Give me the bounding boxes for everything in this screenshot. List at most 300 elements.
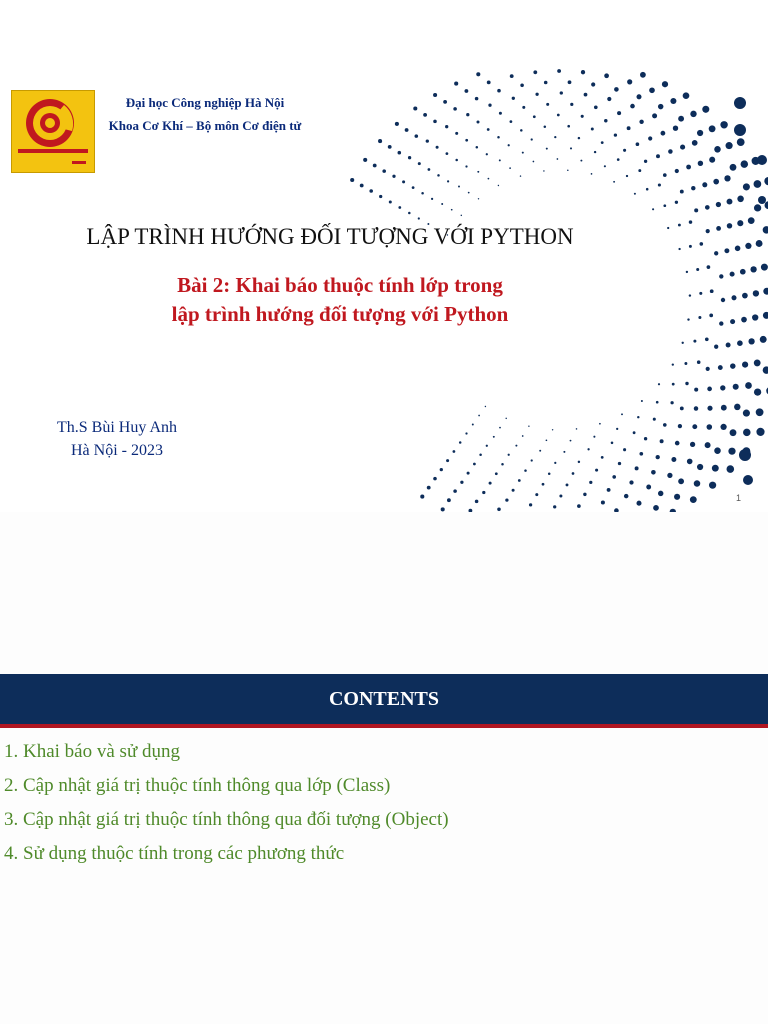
decor-dot xyxy=(741,160,748,167)
decor-dot xyxy=(567,169,569,171)
decor-dot xyxy=(467,472,470,475)
page-number: 1 xyxy=(736,493,742,503)
decor-dot xyxy=(653,418,656,421)
decor-dot xyxy=(479,454,482,457)
decor-dot xyxy=(754,359,761,366)
decor-dot xyxy=(694,208,698,212)
decor-dot xyxy=(522,435,524,437)
decor-dot xyxy=(446,459,449,462)
decor-dot xyxy=(710,289,714,293)
decor-dot xyxy=(758,196,766,204)
decor-dot xyxy=(578,461,580,463)
decor-dot xyxy=(752,314,758,320)
decor-dot xyxy=(671,457,676,462)
decor-dot xyxy=(520,129,523,132)
decor-dot xyxy=(520,175,521,176)
decor-dot xyxy=(728,448,735,455)
decor-dot xyxy=(714,146,721,153)
decor-dot xyxy=(587,448,589,450)
decor-dot xyxy=(580,160,582,162)
decor-dot xyxy=(720,424,726,430)
decor-dot xyxy=(599,423,601,425)
decor-dot xyxy=(350,178,354,182)
decor-dot xyxy=(743,183,750,190)
decor-dot xyxy=(617,111,621,115)
decor-dot xyxy=(745,243,751,249)
contents-slide xyxy=(0,512,768,1024)
decor-dot xyxy=(675,169,679,173)
decor-dot xyxy=(473,463,476,466)
decor-dot xyxy=(721,405,727,411)
decor-dot xyxy=(520,84,524,88)
decor-dot xyxy=(535,93,538,96)
decor-dot xyxy=(706,229,710,233)
decor-dot xyxy=(464,89,468,93)
decor-dot xyxy=(678,224,681,227)
decor-dot xyxy=(612,475,616,479)
decor-dot xyxy=(482,491,485,494)
decor-dot xyxy=(624,494,628,498)
decor-dot xyxy=(392,175,395,178)
decor-dot xyxy=(458,186,460,188)
decor-dot xyxy=(689,294,691,296)
decor-dot xyxy=(478,198,479,199)
decor-dot xyxy=(680,145,685,150)
decor-dot xyxy=(685,382,688,385)
decor-dot xyxy=(617,158,620,161)
decor-dot xyxy=(737,196,744,203)
decor-dot xyxy=(709,125,716,132)
decor-dot xyxy=(559,494,562,497)
decor-dot xyxy=(707,406,712,411)
decor-dot xyxy=(486,445,488,447)
decor-dot xyxy=(363,158,367,162)
decor-dot xyxy=(678,424,682,428)
decor-dot xyxy=(724,248,729,253)
decor-dot xyxy=(495,472,498,475)
decor-dot xyxy=(733,384,739,390)
decor-dot xyxy=(684,362,687,365)
decor-dot xyxy=(433,93,437,97)
decor-dot xyxy=(756,428,764,436)
decor-dot xyxy=(531,138,533,140)
contents-item-1: 1. Khai báo và sử dụng xyxy=(4,741,180,762)
decor-dot xyxy=(445,125,448,128)
decor-dot xyxy=(694,406,698,410)
decor-dot xyxy=(637,416,639,418)
decor-dot xyxy=(748,217,755,224)
decor-dot xyxy=(745,382,752,389)
decor-dot xyxy=(630,104,635,109)
decor-dot xyxy=(486,153,488,155)
decor-dot xyxy=(706,367,710,371)
decor-dot xyxy=(461,215,462,216)
decor-dot xyxy=(512,97,515,100)
decor-dot xyxy=(694,388,698,392)
decor-dot xyxy=(591,82,595,86)
decor-dot xyxy=(614,133,617,136)
decor-dot xyxy=(593,436,595,438)
decor-dot xyxy=(683,92,690,99)
decor-dot xyxy=(718,365,723,370)
decor-dot xyxy=(673,126,678,131)
decor-dot xyxy=(686,271,688,273)
decor-dot xyxy=(557,114,560,117)
decor-dot xyxy=(707,424,713,430)
decor-dot xyxy=(421,192,424,195)
decor-dot xyxy=(757,155,767,165)
decor-dot xyxy=(658,183,661,186)
decor-dot xyxy=(413,106,417,110)
decor-dot xyxy=(447,180,449,182)
decor-dot xyxy=(668,149,673,154)
decor-dot xyxy=(510,74,514,78)
decor-dot xyxy=(714,447,721,454)
decor-dot xyxy=(489,482,492,485)
decor-dot xyxy=(754,180,762,188)
decor-dot xyxy=(629,480,633,484)
decor-dot xyxy=(524,469,527,472)
decor-dot xyxy=(581,115,584,118)
decor-dot xyxy=(581,70,585,74)
decor-dot xyxy=(726,343,731,348)
decor-dot xyxy=(692,140,698,146)
decor-dot xyxy=(737,340,743,346)
decor-dot xyxy=(763,366,768,373)
decor-dot xyxy=(693,340,696,343)
decor-dot xyxy=(522,152,524,154)
decor-dot xyxy=(475,500,479,504)
decor-dot xyxy=(476,120,479,123)
decor-dot xyxy=(726,142,733,149)
decor-dot xyxy=(515,445,517,447)
decor-dot xyxy=(675,201,678,204)
decor-dot xyxy=(566,483,569,486)
decor-dot xyxy=(552,429,553,430)
decor-dot xyxy=(455,132,458,135)
decor-dot xyxy=(402,180,405,183)
decor-dot xyxy=(709,314,713,318)
decor-dot xyxy=(544,125,547,128)
decor-dot xyxy=(539,450,541,452)
decor-dot xyxy=(698,161,703,166)
decor-dot xyxy=(658,491,663,496)
decor-dot xyxy=(594,151,596,153)
decor-dot xyxy=(678,116,684,122)
decor-dot xyxy=(675,441,680,446)
decor-dot xyxy=(535,493,538,496)
decor-dot xyxy=(660,439,664,443)
decor-dot xyxy=(398,206,401,209)
decor-dot xyxy=(453,450,456,453)
decor-dot xyxy=(459,441,462,444)
decor-dot xyxy=(567,125,570,128)
decor-dot xyxy=(460,481,463,484)
decor-dot xyxy=(591,173,593,175)
decor-dot xyxy=(678,478,684,484)
decor-dot xyxy=(570,440,572,442)
decor-dot xyxy=(420,495,424,499)
decor-dot xyxy=(700,242,704,246)
decor-dot xyxy=(518,479,521,482)
decor-dot xyxy=(508,454,510,456)
decor-dot xyxy=(714,251,718,255)
decor-dot xyxy=(707,387,712,392)
decor-dot xyxy=(487,128,490,131)
decor-dot xyxy=(436,146,439,149)
decor-dot xyxy=(756,408,764,416)
decor-dot xyxy=(656,154,660,158)
decor-dot xyxy=(591,128,594,131)
decor-dot xyxy=(522,106,525,109)
decor-dot xyxy=(662,81,668,87)
decor-dot xyxy=(712,465,719,472)
decor-dot xyxy=(493,436,495,438)
decor-dot xyxy=(687,318,689,320)
decor-dot xyxy=(553,505,556,508)
decor-dot xyxy=(663,423,667,427)
decor-dot xyxy=(548,472,551,475)
decor-dot xyxy=(651,470,656,475)
decor-dot xyxy=(577,504,581,508)
decor-dot xyxy=(692,424,697,429)
decor-dot xyxy=(763,288,768,295)
decor-dot xyxy=(636,142,640,146)
decor-dot xyxy=(546,148,548,150)
contents-item-2: 2. Cập nhật giá trị thuộc tính thông qua lớp (Class) xyxy=(4,775,391,796)
decor-dot xyxy=(465,432,467,434)
decor-dot xyxy=(678,248,680,250)
decor-dot xyxy=(670,401,673,404)
decor-dot xyxy=(658,104,663,109)
decor-dot xyxy=(640,72,646,78)
decor-dot xyxy=(441,507,445,511)
decor-dot xyxy=(583,493,586,496)
decor-dot xyxy=(730,319,735,324)
decor-dot xyxy=(510,120,513,123)
decor-dot xyxy=(667,227,669,229)
decor-dot xyxy=(475,97,479,101)
decor-dot xyxy=(702,106,709,113)
decor-dot xyxy=(621,413,623,415)
decor-dot xyxy=(441,203,443,205)
decor-dot xyxy=(697,130,703,136)
decor-dot xyxy=(373,164,377,168)
decor-dot xyxy=(727,223,732,228)
decor-dot xyxy=(455,159,458,162)
decor-dot xyxy=(754,388,761,395)
decor-dot xyxy=(663,173,667,177)
decor-dot xyxy=(433,120,437,124)
decor-dot xyxy=(720,385,725,390)
decor-dot xyxy=(476,72,480,76)
decor-dot xyxy=(636,94,641,99)
decor-dot xyxy=(686,165,691,170)
decor-dot xyxy=(557,158,559,160)
decor-dot xyxy=(543,170,544,171)
decor-dot xyxy=(472,424,474,426)
decor-dot xyxy=(476,146,479,149)
decor-dot xyxy=(499,112,502,115)
decor-dot xyxy=(576,428,578,430)
decor-dot xyxy=(719,274,723,278)
decor-dot xyxy=(691,186,695,190)
decor-dot xyxy=(433,477,437,481)
decor-dot xyxy=(487,80,491,84)
decor-dot xyxy=(446,152,449,155)
decor-dot xyxy=(753,290,759,296)
decor-dot xyxy=(497,508,501,512)
decor-dot xyxy=(465,139,468,142)
decor-dot xyxy=(763,312,768,319)
decor-dot xyxy=(499,159,501,161)
decor-dot xyxy=(636,501,641,506)
decor-dot xyxy=(601,456,604,459)
decor-dot xyxy=(611,442,614,445)
decor-dot xyxy=(680,190,684,194)
decor-dot xyxy=(735,246,741,252)
decor-dot xyxy=(601,141,604,144)
decor-dot xyxy=(750,266,756,272)
decor-dot xyxy=(557,69,561,73)
decor-dot xyxy=(716,226,721,231)
decor-dot xyxy=(739,449,751,461)
decor-dot xyxy=(412,186,415,189)
decor-dot xyxy=(626,175,628,177)
decor-dot xyxy=(529,503,532,506)
decor-dot xyxy=(696,268,699,271)
decor-dot xyxy=(466,113,469,116)
decor-dot xyxy=(509,167,511,169)
decor-dot xyxy=(724,175,730,181)
decor-dot xyxy=(687,459,693,465)
decor-dot xyxy=(497,89,501,93)
decor-dot xyxy=(398,151,402,155)
decor-dot xyxy=(714,345,718,349)
decor-dot xyxy=(379,195,382,198)
decor-dot xyxy=(719,321,723,325)
decor-dot xyxy=(408,156,411,159)
decor-dot xyxy=(656,455,660,459)
decor-dot xyxy=(635,466,639,470)
decor-dot xyxy=(702,182,707,187)
decor-dot xyxy=(607,488,611,492)
decor-dot xyxy=(705,442,711,448)
decor-dot xyxy=(689,220,692,223)
decor-dot xyxy=(382,169,386,173)
decor-dot xyxy=(653,505,659,511)
decor-dot xyxy=(730,164,737,171)
decor-dot xyxy=(656,401,659,404)
decor-dot xyxy=(497,136,500,139)
decor-dot xyxy=(468,192,470,194)
decor-dot xyxy=(623,448,626,451)
decor-dot xyxy=(418,217,420,219)
decor-dot xyxy=(740,269,746,275)
decor-dot xyxy=(437,174,440,177)
decor-dot xyxy=(418,162,421,165)
decor-dot xyxy=(501,463,504,466)
decor-dot xyxy=(674,494,680,500)
decor-dot xyxy=(614,87,619,92)
decor-dot xyxy=(488,104,491,107)
decor-dot xyxy=(644,437,647,440)
decor-dot xyxy=(485,406,486,407)
decor-dot xyxy=(709,482,716,489)
decor-dot xyxy=(589,481,592,484)
decor-dot xyxy=(646,188,649,191)
decor-dot xyxy=(546,103,549,106)
decor-dot xyxy=(663,204,666,207)
decor-dot xyxy=(568,80,572,84)
decor-dot xyxy=(546,439,548,441)
decor-dot xyxy=(743,475,753,485)
decor-dot xyxy=(764,177,768,185)
decor-dot xyxy=(533,70,537,74)
decor-dot xyxy=(618,462,621,465)
decor-dot xyxy=(388,145,392,149)
decor-dot xyxy=(734,124,746,136)
contents-heading: CONTENTS xyxy=(328,687,440,710)
decor-dot xyxy=(737,220,743,226)
decor-dot xyxy=(431,198,433,200)
decor-dot xyxy=(505,498,508,501)
decor-dot xyxy=(607,97,611,101)
decor-dot xyxy=(713,179,719,185)
decor-dot xyxy=(761,264,768,271)
decor-dot xyxy=(680,406,684,410)
decor-dot xyxy=(690,442,695,447)
contents-header-bar xyxy=(0,674,768,728)
decor-dot xyxy=(465,165,467,167)
decor-dot xyxy=(639,120,643,124)
place-and-year: Hà Nội - 2023 xyxy=(71,442,163,459)
decor-dot xyxy=(748,338,754,344)
decor-dot xyxy=(734,404,740,410)
contents-item-4: 4. Sử dụng thuộc tính trong các phương thức xyxy=(4,843,345,864)
decor-dot xyxy=(595,469,598,472)
decor-dot xyxy=(763,226,768,233)
decor-dot xyxy=(454,82,458,86)
decor-dot xyxy=(443,100,447,104)
decor-dot xyxy=(716,202,721,207)
decor-dot xyxy=(478,415,480,417)
decor-dot xyxy=(742,293,748,299)
decor-dot xyxy=(730,429,737,436)
decor-dot xyxy=(560,91,563,94)
decor-dot xyxy=(594,105,598,109)
decor-dot xyxy=(604,73,609,78)
decor-dot xyxy=(531,459,533,461)
decor-dot xyxy=(667,473,672,478)
lesson-title-line-2: lập trình hướng đối tượng với Python xyxy=(171,302,509,326)
university-name: Đại học Công nghiệp Hà Nội xyxy=(125,95,285,110)
decor-dot xyxy=(754,204,761,211)
decor-dot xyxy=(451,209,453,211)
decor-dot xyxy=(378,139,382,143)
decor-dot xyxy=(542,483,545,486)
contents-item-3: 3. Cập nhật giá trị thuộc tính thông qua đối tượng (Object) xyxy=(4,809,449,830)
decor-dot xyxy=(389,200,392,203)
decor-dot xyxy=(697,360,701,364)
decor-dot xyxy=(427,486,431,490)
course-title: LẬP TRÌNH HƯỚNG ĐỐI TƯỢNG VỚI PYTHON xyxy=(86,224,574,249)
decor-dot xyxy=(741,317,747,323)
decor-dot xyxy=(705,337,709,341)
decor-dot xyxy=(627,79,632,84)
decor-dot xyxy=(737,138,745,146)
decor-dot xyxy=(652,113,657,118)
